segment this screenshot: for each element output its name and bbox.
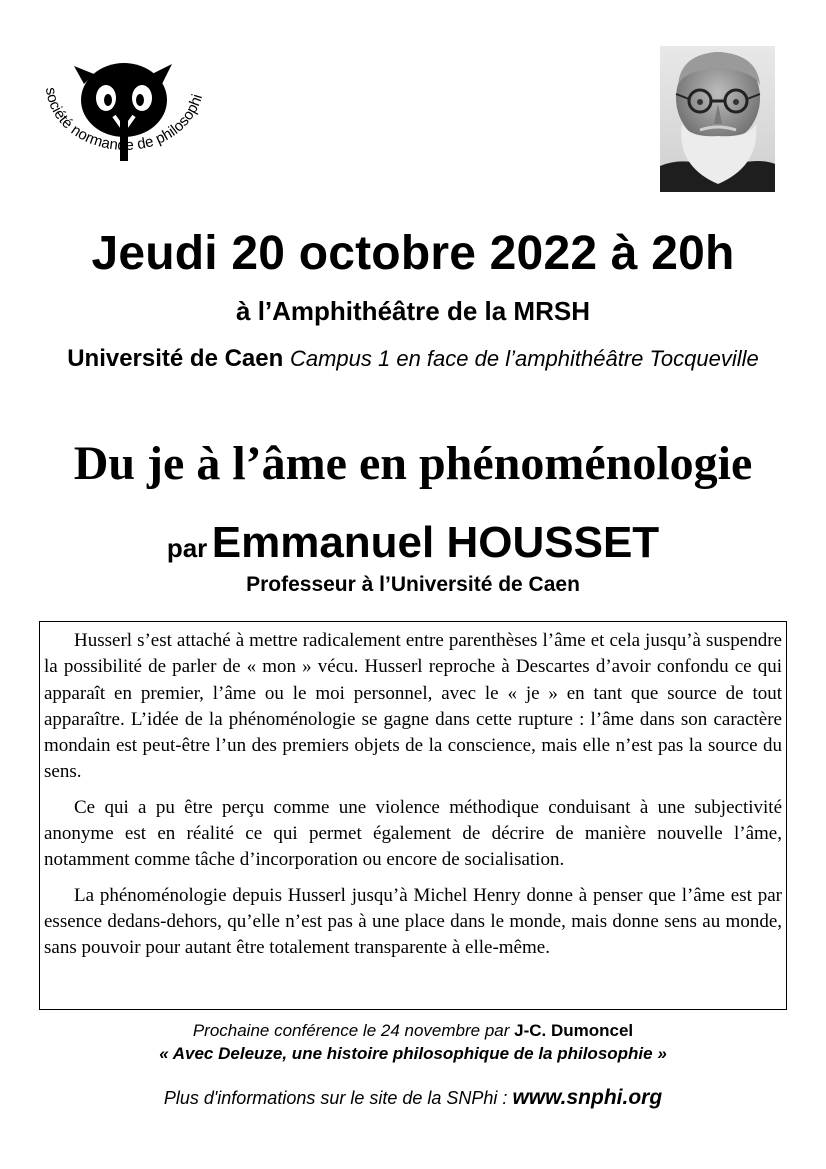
abstract-paragraph: Ce qui a pu être perçu comme une violence méthodique conduisant à une subjectivité anonyme est en réalité ce qui permet également de décrire de manière nouvelle l’âme, notamment comme tâche d’incorporation ou encore de socialisation. [44, 796, 782, 871]
university-name: Université de Caen [67, 345, 284, 372]
speaker-line [0, 518, 826, 568]
speaker-role: Professeur à l’Université de Caen [246, 573, 580, 596]
logo-text: société normande de philosophi [41, 86, 207, 155]
speaker-name: Emmanuel HOUSSET [211, 518, 660, 567]
abstract-paragraph: Husserl s’est attaché à mettre radicalement entre parenthèses l’âme et cela jusqu’à suspendre la possibilité de parler de « mon » vécu. Husserl reproche à Descartes d’avoir confondu ce qui apparaît en premier, l’âme ou le moi personnel, avec le « je » en tant que source de tout apparaître. L’idée de la phénoménologie se gagne dans cette rupture : l’âme dans son caractère mondain est peut-être l’un des premiers objets de la conscience, mais elle n’est pas la source du sens. [44, 630, 782, 783]
website-link[interactable]: www.snphi.org [512, 1086, 663, 1109]
more-info [0, 1086, 826, 1110]
owl-psi-logo-icon [38, 58, 213, 193]
next-conference-title: « Avec Deleuze, une histoire philosophique de la philosophie » [159, 1044, 667, 1063]
next-conference-intro: Prochaine conférence le 24 novembre par [192, 1021, 510, 1040]
abstract-paragraph: La phénoménologie depuis Husserl jusqu’à Michel Henry donne à penser que l’âme est par essence dedans-dehors, qu’elle n’est pas à une place dans le monde, mais donne sens au monde, sans pouvoir pour autant être totalement transparente à elle-même. [44, 884, 782, 959]
talk-title: Du je à l’âme en phénoménologie [73, 437, 753, 490]
speaker-portrait [660, 46, 775, 192]
bearded-man-portrait-icon [660, 46, 775, 192]
event-location [0, 343, 826, 375]
more-info-text: Plus d'informations sur le site de la SNPhi : [163, 1088, 508, 1108]
abstract-box [39, 621, 787, 1010]
speaker-by: par [166, 533, 208, 563]
event-date: Jeudi 20 octobre 2022 à 20h [91, 227, 735, 280]
society-logo [38, 58, 213, 193]
next-conference [0, 1021, 826, 1041]
campus-location: Campus 1 en face de l’amphithéâtre Tocqueville [289, 346, 759, 371]
next-conference-speaker: J-C. Dumoncel [514, 1021, 634, 1040]
event-venue: à l’Amphithéâtre de la MRSH [236, 296, 590, 326]
